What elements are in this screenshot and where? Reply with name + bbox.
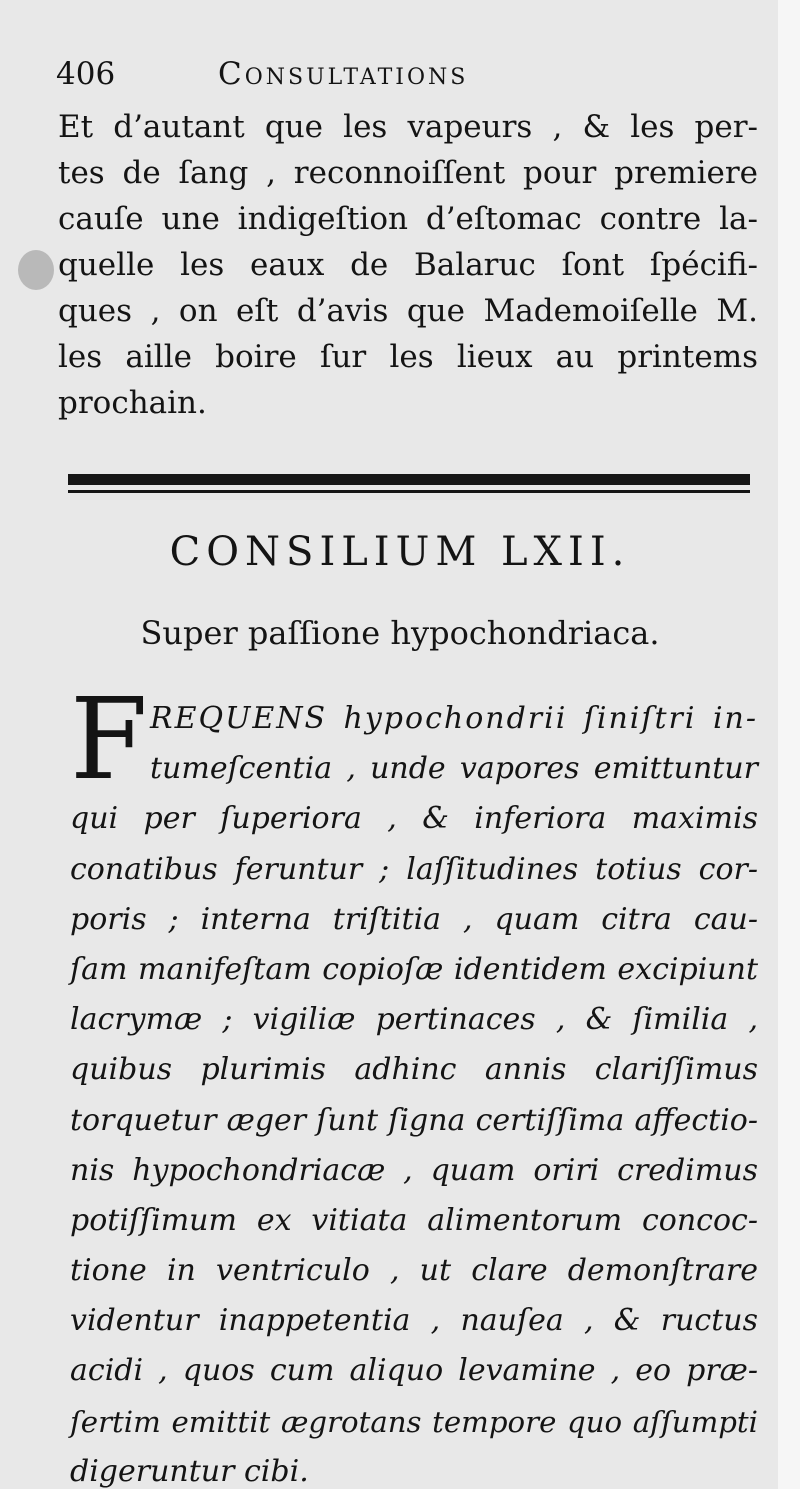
text-line: ſam manifeſtam copioſæ identidem excipiunt — [70, 951, 758, 987]
text-line: torquetur æger ſunt ſigna certiſſima affectio- — [70, 1102, 758, 1138]
text-line: potiſſimum ex vitiata alimentorum concoc- — [70, 1202, 758, 1238]
text-line: digeruntur cibi. — [70, 1453, 309, 1489]
text-line: prochain. — [58, 385, 207, 421]
text-line: ſertim emittit ægrotans tempore quo aſſumpti — [70, 1404, 758, 1439]
text-line: cauſe une indigeſtion d’eſtomac contre la- — [58, 201, 758, 237]
text-line: conatibus feruntur ; laſſitudines totius cor- — [70, 851, 758, 887]
divider-thin-rule — [68, 490, 750, 493]
page-number: 406 — [56, 56, 116, 92]
text-line: qui per ſuperiora , & inferiora maximis — [70, 801, 758, 837]
text-line: nis hypochondriacæ , quam oriri credimus — [70, 1152, 758, 1188]
french-paragraph — [58, 104, 758, 426]
text-line: poris ; interna triſtitia , quam citra cau- — [70, 901, 758, 937]
text-line: les aille boire ſur les lieux au printems — [58, 339, 758, 375]
running-title: Consultations — [218, 56, 469, 92]
drop-cap: F — [70, 675, 148, 805]
divider-thick-rule — [68, 474, 750, 485]
running-header — [0, 50, 800, 98]
text-line: videntur inappetentia , nauſea , & ructus — [70, 1303, 758, 1339]
text-line: quelle les eaux de Balaruc ſont ſpécifi- — [58, 247, 758, 283]
text-line: ques , on eſt d’avis que Mademoiſelle M. — [58, 293, 758, 329]
text-line: tione in ventriculo , ut clare demonſtrare — [70, 1253, 758, 1289]
section-divider — [68, 474, 750, 496]
latin-paragraph — [70, 694, 758, 1489]
text-line: quibus plurimis adhinc annis clariſſimus — [70, 1052, 758, 1088]
section-heading: CONSILIUM LXII. — [169, 529, 631, 575]
page-edge — [778, 0, 800, 1489]
text-line: tes de ſang , reconnoiſſent pour premiere — [58, 155, 758, 191]
text-line: acidi , quos cum aliquo levamine , eo præ- — [70, 1353, 758, 1389]
text-line: Et d’autant que les vapeurs , & les per- — [58, 109, 758, 145]
paper-stain — [18, 250, 54, 290]
text-line: tumeſcentia , unde vapores emittuntur — [150, 751, 758, 787]
text-line: lacrymæ ; vigiliæ pertinaces , & ſimilia , — [70, 1002, 758, 1038]
section-subheading: Super paſſione hypochondriaca. — [140, 614, 660, 652]
text-line: REQUENS hypochondrii ſiniſtri in- — [150, 701, 758, 736]
